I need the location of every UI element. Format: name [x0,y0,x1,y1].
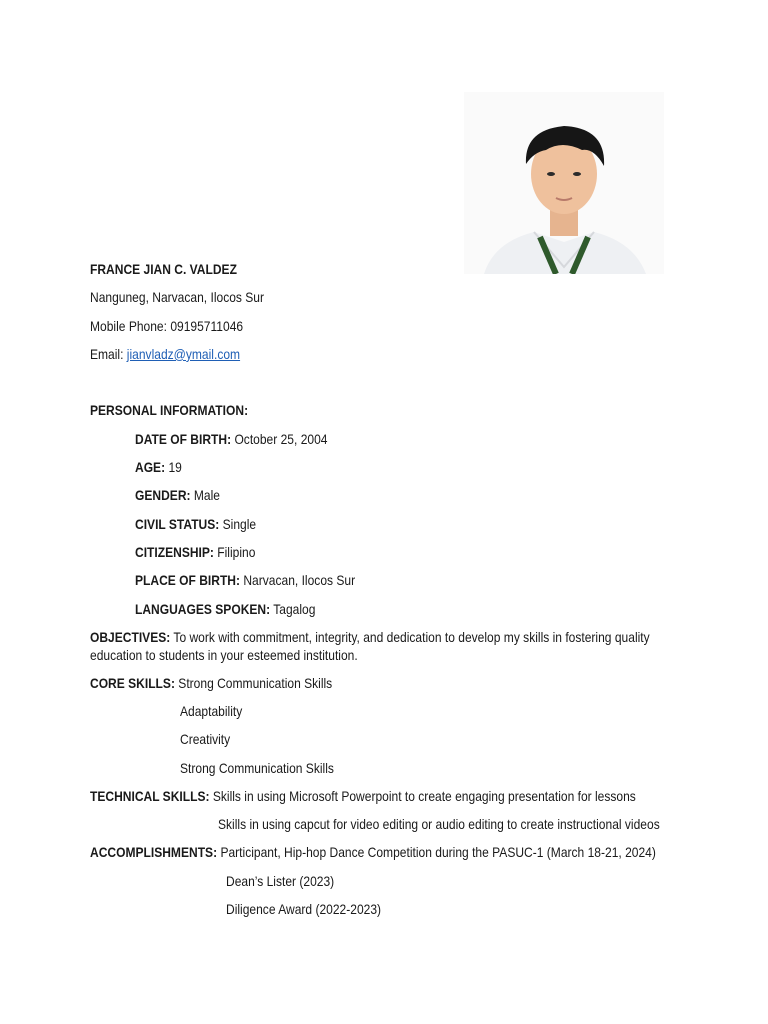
accomplishment-item: Diligence Award (2022-2023) [226,901,382,917]
technical-skills: TECHNICAL SKILLS: Skills in using Microsoft Powerpoint to create engaging presentation for lessons [90,788,636,804]
field-languages-spoken: LANGUAGES SPOKEN: Tagalog [135,601,316,617]
core-skills: CORE SKILLS: Strong Communication Skills [90,675,333,691]
accomplishment-item: Dean’s Lister (2023) [226,873,335,889]
mobile-phone: Mobile Phone: 09195711046 [90,318,244,334]
email-link[interactable]: jianvladz@ymail.com [126,346,241,362]
field-place-of-birth: PLACE OF BIRTH: Narvacan, Ilocos Sur [135,572,356,588]
candidate-name: FRANCE JIAN C. VALDEZ [90,261,237,277]
address: Nanguneg, Narvacan, Ilocos Sur [90,289,265,305]
profile-photo [464,92,664,274]
technical-skill-item: Skills in using capcut for video editing or audio editing to create instructional videos [218,816,660,832]
core-skill-item: Creativity [180,731,231,747]
field-citizenship: CITIZENSHIP: Filipino [135,544,256,560]
field-civil-status: CIVIL STATUS: Single [135,516,257,532]
field-gender: GENDER: Male [135,487,220,503]
field-date-of-birth: DATE OF BIRTH: October 25, 2004 [135,431,328,447]
accomplishments: ACCOMPLISHMENTS: Participant, Hip-hop Dance Competition during the PASUC-1 (March 18-21, 2024) [90,844,656,860]
field-age: AGE: 19 [135,459,182,475]
core-skill-item: Adaptability [180,703,243,719]
objectives: OBJECTIVES: To work with commitment, integrity, and dedication to develop my skills in fostering quality education to students in your esteemed institution. [90,629,650,663]
email: Email: jianvladz@ymail.com [90,346,241,362]
core-skill-item: Strong Communication Skills [180,760,334,776]
personal-info-heading: PERSONAL INFORMATION: [90,402,249,418]
